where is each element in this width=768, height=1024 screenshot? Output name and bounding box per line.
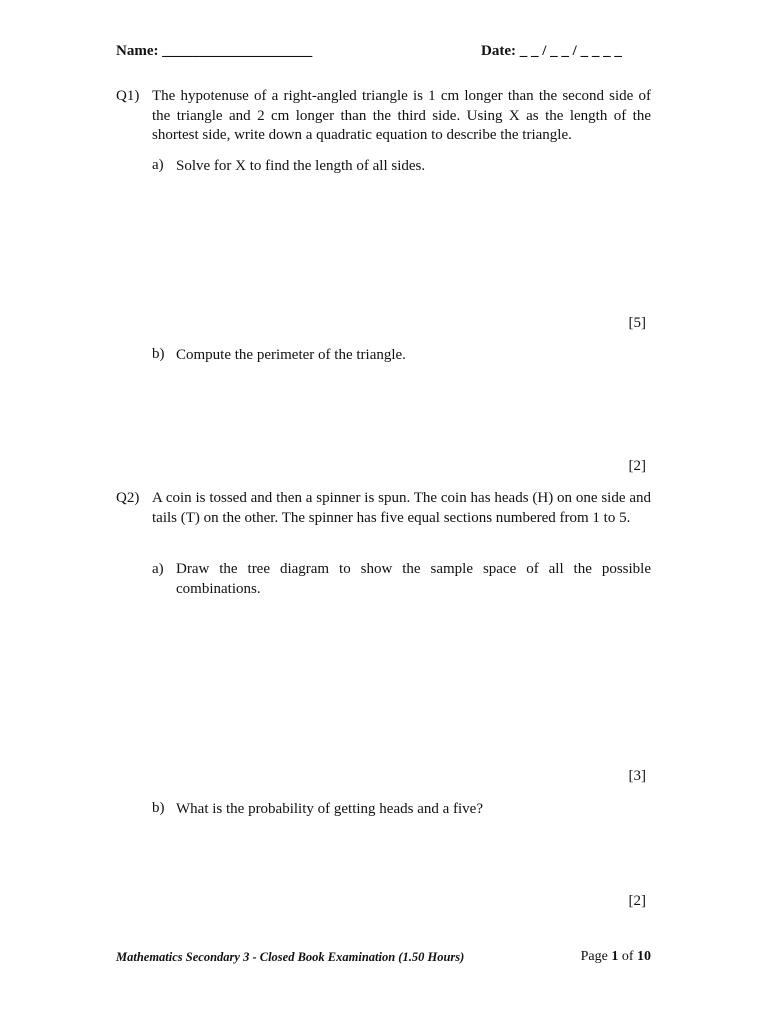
marks-label: [2]: [628, 458, 646, 474]
marks-label: [5]: [628, 315, 646, 331]
page-of: of: [621, 949, 634, 964]
marks-label: [3]: [628, 768, 646, 784]
part-text: What is the probability of getting heads and a five?: [176, 801, 483, 817]
part-letter: b): [152, 346, 165, 362]
question-text: A coin is tossed and then a spinner is spun. The coin has heads (H) on one side and tails (T) on the other. The spinner has five equal sections numbered from 1 to 5.: [152, 490, 651, 526]
question-text: The hypotenuse of a right-angled triangle is 1 cm longer than the second side of the triangle and 2 cm longer than the third side. Using X as the length of the shortest side, write down a quadratic equation to describe the triangle.: [152, 88, 651, 143]
marks-label: [2]: [628, 893, 646, 909]
part-text: Draw the tree diagram to show the sample space of all the possible combinations.: [176, 561, 651, 597]
part-letter: a): [152, 157, 164, 173]
page-indicator: [540, 949, 651, 965]
part-text: Compute the perimeter of the triangle.: [176, 347, 406, 363]
part-letter: b): [152, 800, 165, 816]
question-number: Q1): [116, 88, 140, 104]
page-word: Page: [580, 949, 608, 964]
page-total: 10: [637, 949, 651, 964]
date-field-label: Date: _ _ / _ _ / _ _ _ _: [481, 43, 622, 59]
question-number: Q2): [116, 490, 140, 506]
part-text: Solve for X to find the length of all sides.: [176, 158, 426, 174]
name-field-label: Name: ____________________: [116, 43, 313, 59]
page-current: 1: [611, 949, 619, 964]
part-letter: a): [152, 561, 164, 577]
footer-exam-title: Mathematics Secondary 3 - Closed Book Examination (1.50 Hours): [116, 950, 465, 964]
